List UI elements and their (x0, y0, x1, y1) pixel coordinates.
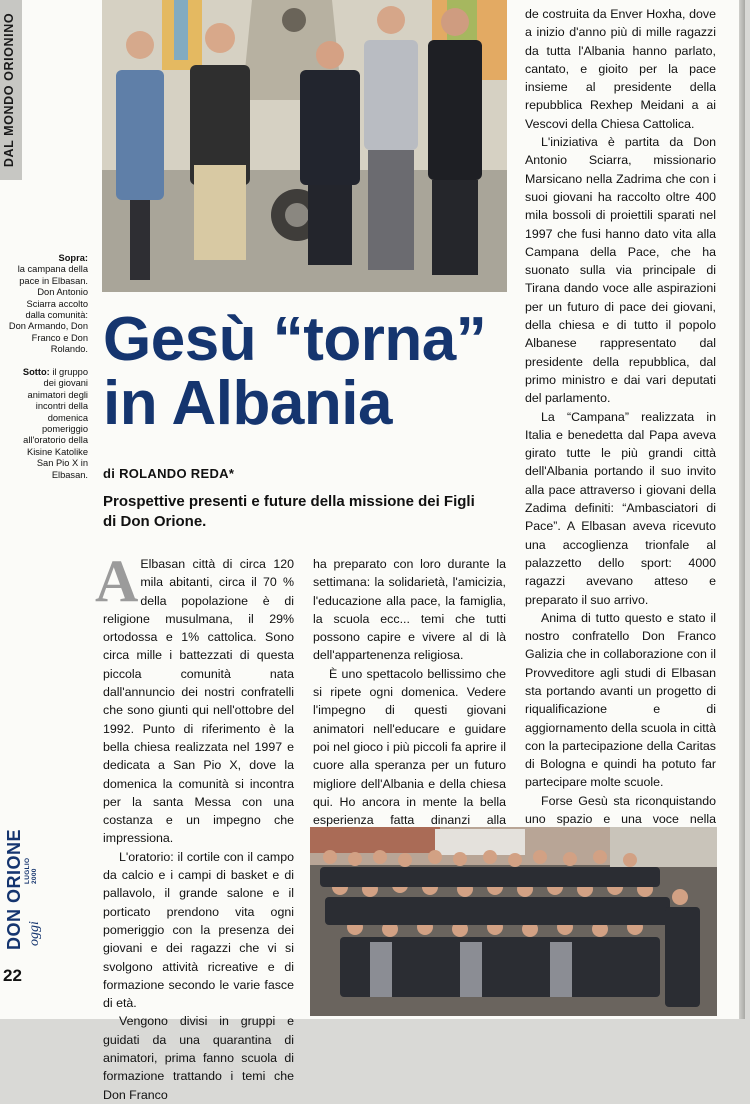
text-column-2 (313, 555, 506, 848)
title-line-2: in Albania (103, 369, 392, 438)
title-line-1: Gesù “torna” (103, 305, 487, 374)
section-label: DAL MONDO ORIONINO (2, 12, 16, 168)
magazine-oggi: oggi (27, 921, 42, 946)
byline: di ROLANDO REDA* (103, 466, 235, 481)
paragraph: Forse Gesù sta riconquistando uno spazio e una voce nella (525, 793, 716, 827)
article-subtitle: Prospettive presenti e future della missione dei Figli di Don Orione. (103, 493, 475, 530)
paragraph: Anima di tutto questo e stato il nostro confratello Don Franco Galizia che in collaborazione con il Provveditore agli studi di Elbasan sta portando avanti un progetto di riqualificazione e di aggiornamento della scuola in città con la partecipazione della Caritas di Bologna e quindi ha potuto far partecipare molte scuole. (525, 610, 716, 790)
paragraph: È uno spettacolo bellissimo che si ripete ogni domenica. Vedere l'impegno di questi giovani animatori nell'educare e guidare poi nel gioco i più piccoli fa aprire il cuore alla speranza per un futuro migliore dell'Albania e della chiesa qui. Ho ancora in mente la bella esperienza fatta dinanzi alla (313, 666, 506, 828)
caption-top (8, 253, 88, 356)
magazine-logo (4, 828, 42, 950)
drop-cap: A (95, 548, 139, 614)
text-column-3 (525, 5, 716, 883)
caption-bottom-label: Sotto: (22, 367, 50, 377)
photo-peace-bell-group (102, 0, 507, 292)
issue-date: LUGLIO 2000 (24, 857, 38, 884)
paragraph: L'iniziativa è partita da Don Antonio Sciarra, missionario Marsicano nella Zadrima che con i suoi giovani ha raccolto oltre 400 mila bossoli di proiettili sparati nel 1997 che fusi hanno dato vita alla Campana della Pace, che ha suonato sulla via principale di Tirana dando voce alle aspirazioni per un futuro di pace dei giovani, della chiesa e di tutto il popolo Albanese rappresentato dal presidente della repubblica, dal primo ministro e dai vari deputati del parlamento. (525, 135, 716, 406)
article-title (103, 305, 508, 438)
paragraph: Vengono divisi in gruppi e guidati da una quarantina di animatori, prima fanno scuola di formazione trattando i temi che Don Franco (103, 1014, 294, 1102)
caption-top-label: Sopra: (58, 253, 88, 263)
page-number: 22 (3, 966, 22, 985)
text-column-1 (95, 548, 294, 1104)
paragraph: ha preparato con loro durante la settimana: la solidarietà, l'amicizia, l'educazione alla pace, la famiglia, la scuola ecc... temi che tutti possono capire e vivere al di là dell'appartenenza religiosa. (313, 557, 506, 663)
caption-top-text: la campana della pace in Elbasan. Don Antonio Sciarra accolto dalla comunità: Don Armando, Don Franco e Don Rolando. (8, 264, 88, 355)
photo-peace-bell-illustration (102, 0, 507, 292)
magazine-brand: DON ORIONE (4, 828, 24, 950)
paragraph (95, 548, 294, 848)
caption-bottom (8, 367, 88, 481)
photo-youth-group-illustration (310, 827, 717, 1016)
page-edge-shade (739, 0, 745, 1019)
paragraph: L'oratorio: il cortile con il campo da calcio e i campi di basket e di pallavolo, il grande salone e il porticato prendono vita ogni pomeriggio con la presenza dei giovani e dei ragazzi che vi si svolgono attività ricreative e di formazione secondo le varie fasce di età. (103, 849, 294, 1011)
paragraph: de costruita da Enver Hoxha, dove a inizio d'anno più di mille ragazzi da tutta l'Albania hanno parlato, cantato, e gioito per la pace insieme al presidente della repubblica Rexhep Meidani a ai Vescovi della Chiesa Cattolica. (525, 7, 716, 131)
paragraph-text: Elbasan città di circa 120 mila abitanti, circa il 70 % della popolazione è di religione musulmana, il 29% ortodossa e 1% cattolica. Sono circa mille i battezzati di questa piccola comunità nata dall'annuncio dei nostri confratelli che sono giunti qui nell'ottobre del 1992. Punto di riferimento è la bella chiesa realizzata nel 1997 e dedicata a San Pio X, dove la domenica la comunità si incontra per la santa Messa con una costanza e un impegno che impressiona. (103, 557, 294, 846)
caption-bottom-text: il gruppo dei giovani animatori degli incontri della domenica pomeriggio all'oratorio della Kisine Katolike San Pio X in Elbasan. (23, 367, 88, 480)
photo-youth-group (310, 827, 717, 1016)
paragraph: La “Campana” realizzata in Italia e benedetta dal Papa aveva girato tutte le più grandi città dell'Albania portando il suo invito alla pace attraverso i giovani della Zadima definiti: “Ambasciatori di Pace”. A Elbasan aveva ricevuto una accoglienza trionfale al palazzetto dello sport: 4000 ragazzi avevano atteso e preparato il suo arrivo. (525, 409, 716, 607)
